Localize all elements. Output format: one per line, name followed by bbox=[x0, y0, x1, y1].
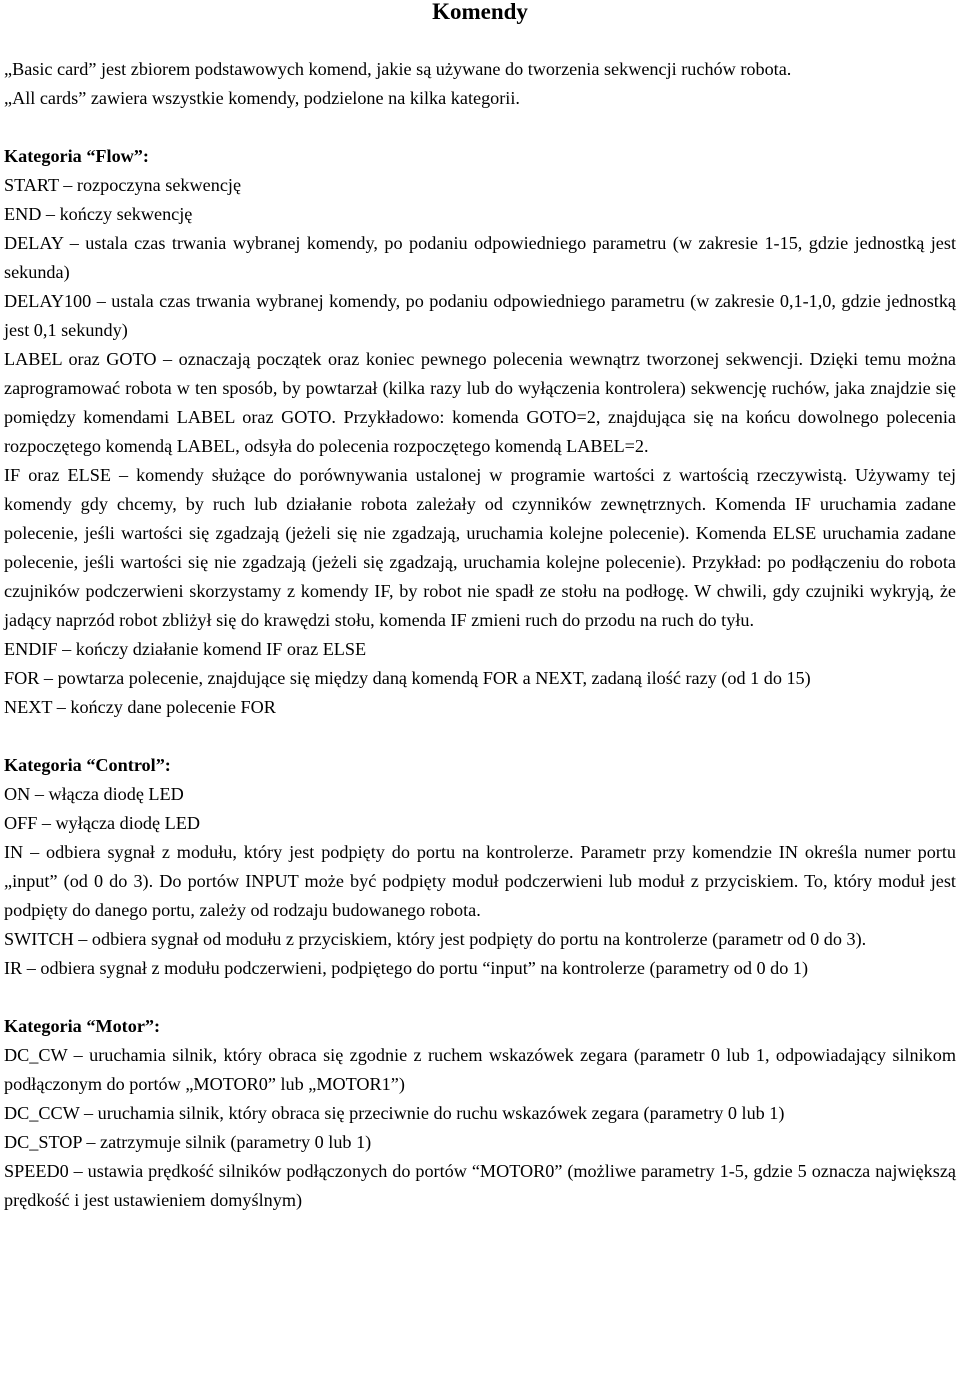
motor-item-dc-cw: DC_CW – uruchamia silnik, który obraca się zgodnie z ruchem wskazówek zegara (parametr 0 lub 1, odpowiadający silnikom podłączonym do portów „MOTOR0” lub „MOTOR1”) bbox=[4, 1045, 956, 1094]
spacer bbox=[4, 113, 956, 142]
flow-heading: Kategoria “Flow”: bbox=[4, 146, 149, 166]
flow-item-next: NEXT – kończy dane polecenie FOR bbox=[4, 697, 276, 717]
control-section bbox=[4, 751, 956, 983]
motor-item-dc-ccw: DC_CCW – uruchamia silnik, który obraca się przeciwnie do ruchu wskazówek zegara (parametry 0 lub 1) bbox=[4, 1103, 785, 1123]
flow-item-delay: DELAY – ustala czas trwania wybranej komendy, po podaniu odpowiedniego parametru (w zakresie 1-15, gdzie jednostką jest sekunda) bbox=[4, 233, 956, 282]
flow-item-delay100: DELAY100 – ustala czas trwania wybranej komendy, po podaniu odpowiedniego parametru (w zakresie 0,1-1,0, gdzie jednostką jest 0,1 sekundy) bbox=[4, 291, 956, 340]
motor-heading: Kategoria “Motor”: bbox=[4, 1016, 161, 1036]
motor-section bbox=[4, 1012, 956, 1215]
flow-item-if-else: IF oraz ELSE – komendy służące do porównywania ustalonej w programie wartości z wartością rzeczywistą. Używamy tej komendy gdy chcemy, by ruch lub działanie robota zależały od czynników zewnętrznych. Komenda IF uruchamia zadane polecenie, jeśli wartości się zgadzają (jeżeli się nie zgadzają, uruchamia kolejne polecenie). Komenda ELSE uruchamia zadane polecenie, jeśli wartości się nie zgadzają (jeżeli się zgadzają, uruchamia kolejne polecenie). Przykład: po podłączeniu do robota czujników podczerwieni skorzystamy z komendy IF, by robot nie spadł ze stołu na podłogę. W chwili, gdy czujniki wykryją, że jadący naprzód robot zbliżył się do krawędzi stołu, komenda IF zmieni ruch do przodu na ruch do tyłu. bbox=[4, 465, 956, 630]
flow-item-endif: ENDIF – kończy działanie komend IF oraz ELSE bbox=[4, 639, 367, 659]
flow-item-start: START – rozpoczyna sekwencję bbox=[4, 175, 242, 195]
intro-paragraph-2: „All cards” zawiera wszystkie komendy, podzielone na kilka kategorii. bbox=[4, 88, 520, 108]
flow-item-for: FOR – powtarza polecenie, znajdujące się między daną komendą FOR a NEXT, zadaną ilość razy (od 1 do 15) bbox=[4, 668, 811, 688]
page-title: Komendy bbox=[432, 0, 528, 24]
flow-item-end: END – kończy sekwencję bbox=[4, 204, 193, 224]
motor-item-dc-stop: DC_STOP – zatrzymuje silnik (parametry 0 lub 1) bbox=[4, 1132, 372, 1152]
control-item-switch: SWITCH – odbiera sygnał od modułu z przyciskiem, który jest podpięty do portu na kontrolerze (parametr od 0 do 3). bbox=[4, 929, 867, 949]
control-heading: Kategoria “Control”: bbox=[4, 755, 171, 775]
control-item-in: IN – odbiera sygnał z modułu, który jest podpięty do portu na kontrolerze. Parametr przy komendzie IN określa numer portu „input” (od 0 do 3). Do portów INPUT może być podpięty moduł podczerwieni lub moduł z przyciskiem. To, który moduł jest podpięty do danego portu, zależy od rodzaju budowanego robota. bbox=[4, 842, 956, 920]
motor-item-speed0: SPEED0 – ustawia prędkość silników podłączonych do portów “MOTOR0” (możliwe parametry 1-5, gdzie 5 oznacza największą prędkość i jest ustawieniem domyślnym) bbox=[4, 1161, 956, 1210]
spacer bbox=[4, 722, 956, 751]
intro-paragraph-1: „Basic card” jest zbiorem podstawowych komend, jakie są używane do tworzenia sekwencji ruchów robota. bbox=[4, 59, 792, 79]
flow-item-label-goto: LABEL oraz GOTO – oznaczają początek oraz koniec pewnego polecenia wewnątrz tworzonej sekwencji. Dzięki temu można zaprogramować robota w ten sposób, by powtarzał (kilka razy lub do wyłączenia kontrolera) sekwencję ruchów, jaka znajdzie się pomiędzy komendami LABEL oraz GOTO. Przykładowo: komenda GOTO=2, znajdująca się na końcu dowolnego polecenia rozpoczętego komendą LABEL, odsyła do polecenia rozpoczętego komendą LABEL=2. bbox=[4, 349, 956, 456]
control-item-off: OFF – wyłącza diodę LED bbox=[4, 813, 200, 833]
control-item-on: ON – włącza diodę LED bbox=[4, 784, 184, 804]
control-item-ir: IR – odbiera sygnał z modułu podczerwieni, podpiętego do portu “input” na kontrolerze (parametry od 0 do 1) bbox=[4, 958, 809, 978]
flow-section bbox=[4, 142, 956, 722]
spacer bbox=[4, 983, 956, 1012]
